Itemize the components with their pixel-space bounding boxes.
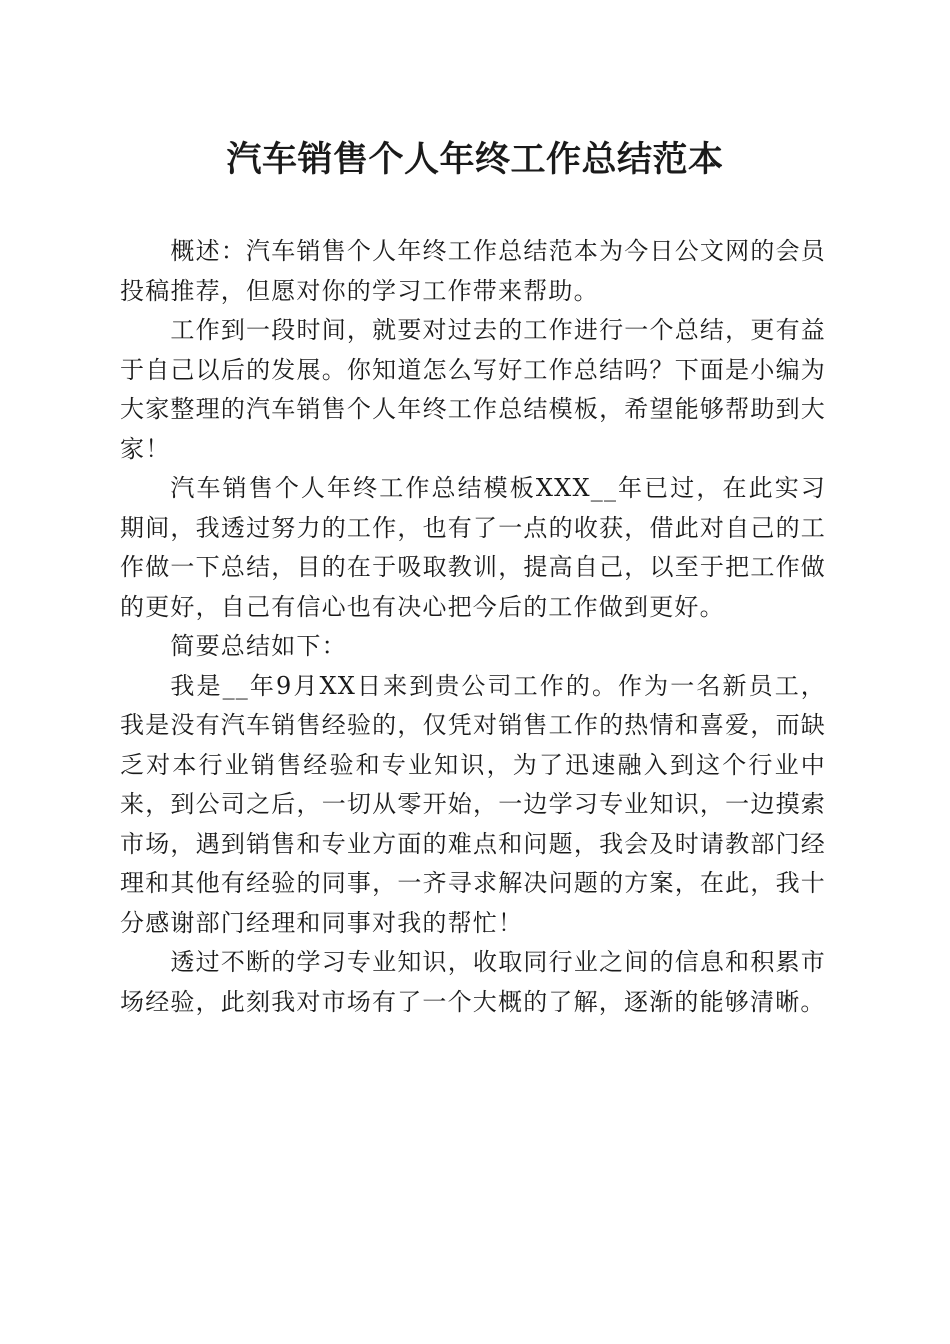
paragraph-intro: 工作到一段时间，就要对过去的工作进行一个总结，更有益于自己以后的发展。你知道怎么写好工作总结吗？下面是小编为大家整理的汽车销售个人年终工作总结模板，希望能够帮助到大家！ xyxy=(120,316,826,463)
paragraph-experience: 我是__年9月XX日来到贵公司工作的。作为一名新员工，我是没有汽车销售经验的，仅凭对销售工作的热情和喜爱，而缺乏对本行业销售经验和专业知识，为了迅速融入到这个行业中来，到公司之后，一切从零开始，一边学习专业知识，一边摸索市场，遇到销售和专业方面的难点和问题，我会及时请教部门经理和其他有经验的同事，一齐寻求解决问题的方案，在此，我十分感谢部门经理和同事对我的帮忙！ xyxy=(120,671,826,937)
document-title: 汽车销售个人年终工作总结范本 xyxy=(226,139,724,180)
paragraph-summary-heading: 简要总结如下： xyxy=(170,632,347,660)
paragraph-overview: 概述：汽车销售个人年终工作总结范本为今日公文网的会员投稿推荐，但愿对你的学习工作带来帮助。 xyxy=(120,237,826,305)
paragraph-learning: 透过不断的学习专业知识，收取同行业之间的信息和积累市场经验，此刻我对市场有了一个大概的了解，逐渐的能够清晰。 xyxy=(120,948,826,1016)
document-body xyxy=(120,232,826,1022)
paragraph-template-opening: 汽车销售个人年终工作总结模板XXX__年已过，在此实习期间，我透过努力的工作，也有了一点的收获，借此对自己的工作做一下总结，目的在于吸取教训，提高自己，以至于把工作做的更好，自己有信心也有决心把今后的工作做到更好。 xyxy=(120,474,826,621)
